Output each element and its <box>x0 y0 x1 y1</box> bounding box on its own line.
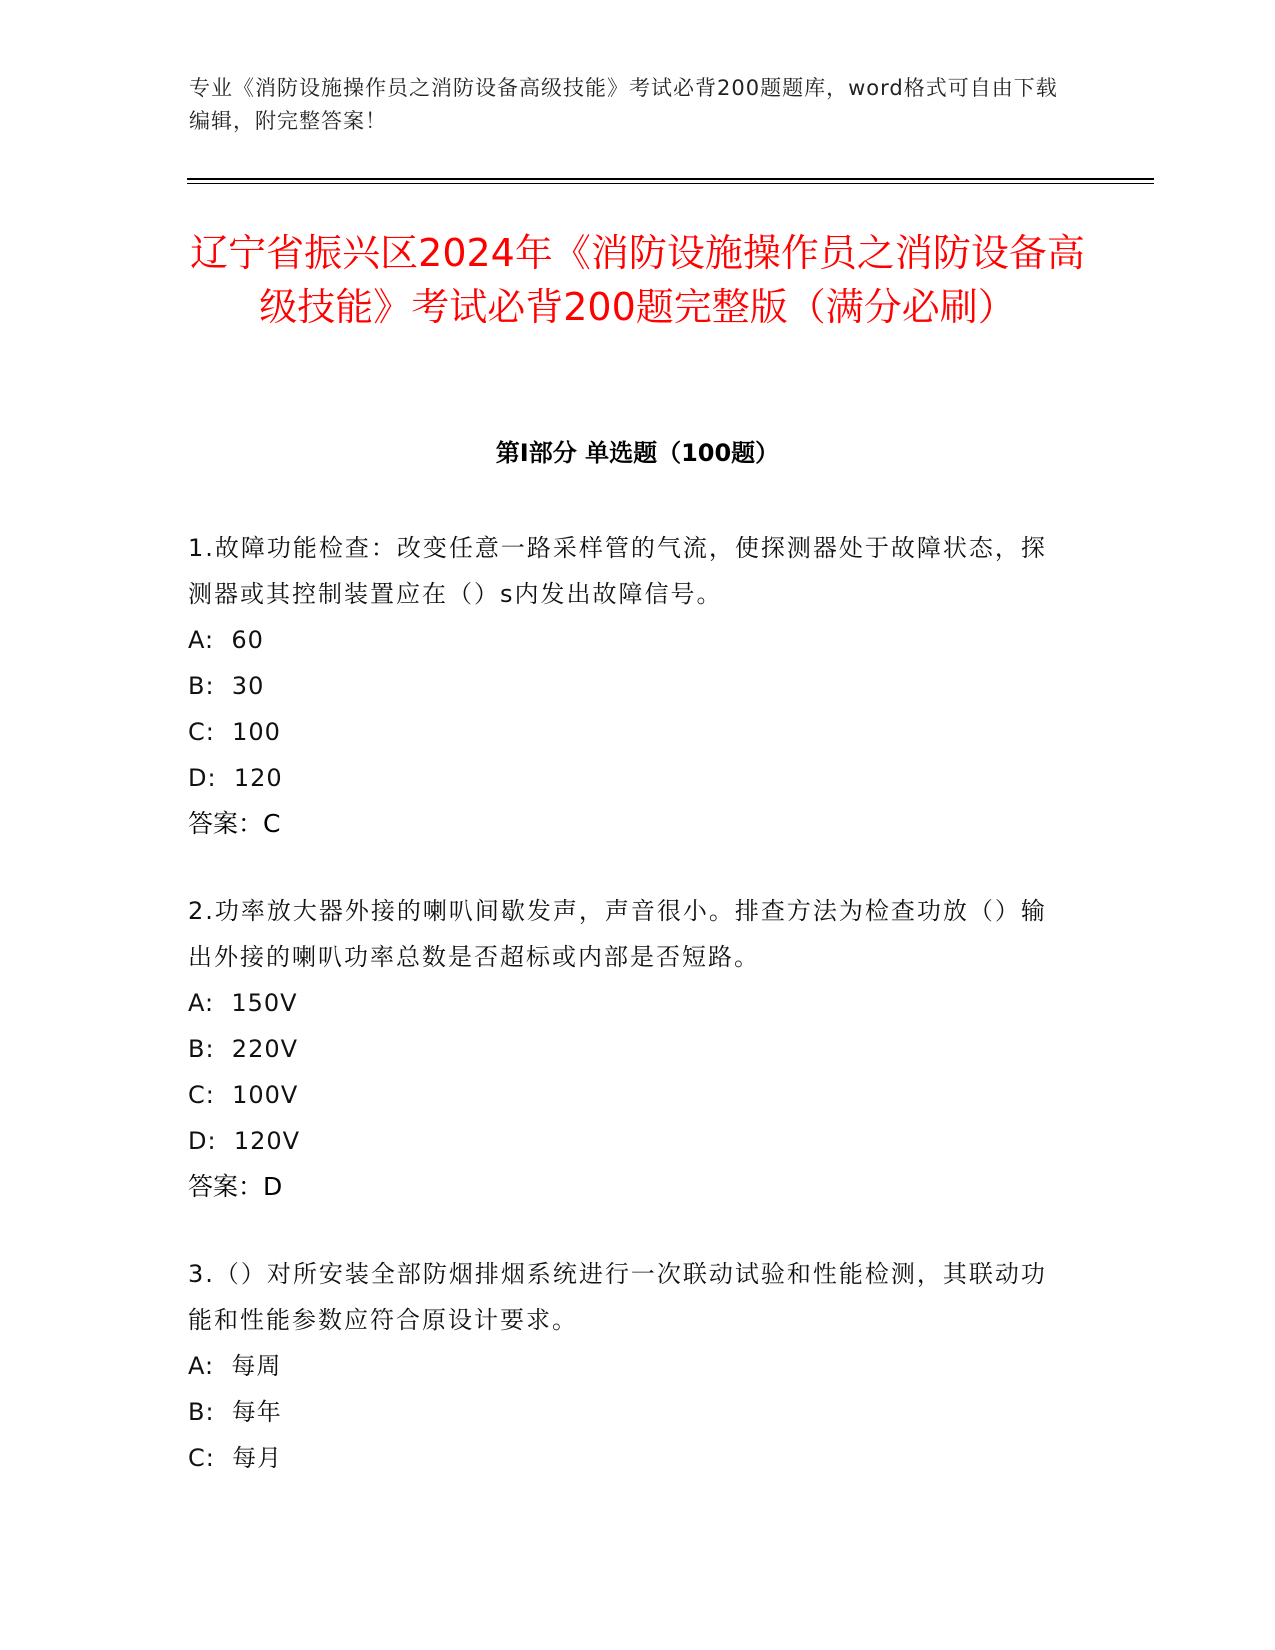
option-b: B: 220V <box>188 1035 299 1063</box>
question-2 <box>188 888 1068 1210</box>
question-stem: 3.（）对所安装全部防烟排烟系统进行一次联动试验和性能检测，其联动功能和性能参数应符合原设计要求。 <box>188 1260 1047 1334</box>
question-1 <box>188 525 1068 847</box>
section-title: 第I部分 单选题（100题） <box>495 439 780 467</box>
question-3 <box>188 1251 1068 1481</box>
option-d: D: 120 <box>188 764 283 792</box>
option-c: C: 100V <box>188 1081 299 1109</box>
document-title: 辽宁省振兴区2024年《消防设施操作员之消防设备高级技能》考试必背200题完整版（满分必刷） <box>190 231 1085 329</box>
answer: 答案：C <box>188 809 281 838</box>
answer: 答案：D <box>188 1172 283 1201</box>
header-note: 专业《消防设施操作员之消防设备高级技能》考试必背200题题库，word格式可自由下载编辑，附完整答案！ <box>189 76 1058 133</box>
header-divider-thin <box>187 183 1154 184</box>
option-a: A: 每周 <box>188 1352 282 1380</box>
option-c: C: 100 <box>188 718 281 746</box>
option-b: B: 30 <box>188 672 265 700</box>
option-b: B: 每年 <box>188 1398 282 1426</box>
option-d: D: 120V <box>188 1127 301 1155</box>
question-stem: 1.故障功能检查：改变任意一路采样管的气流，使探测器处于故障状态，探测器或其控制装置应在（）s内发出故障信号。 <box>188 534 1047 608</box>
header-divider-thick <box>187 178 1154 180</box>
option-c: C: 每月 <box>188 1444 283 1472</box>
option-a: A: 150V <box>188 989 298 1017</box>
question-stem: 2.功率放大器外接的喇叭间歇发声，声音很小。排查方法为检查功放（）输出外接的喇叭功率总数是否超标或内部是否短路。 <box>188 897 1047 971</box>
option-a: A: 60 <box>188 626 264 654</box>
